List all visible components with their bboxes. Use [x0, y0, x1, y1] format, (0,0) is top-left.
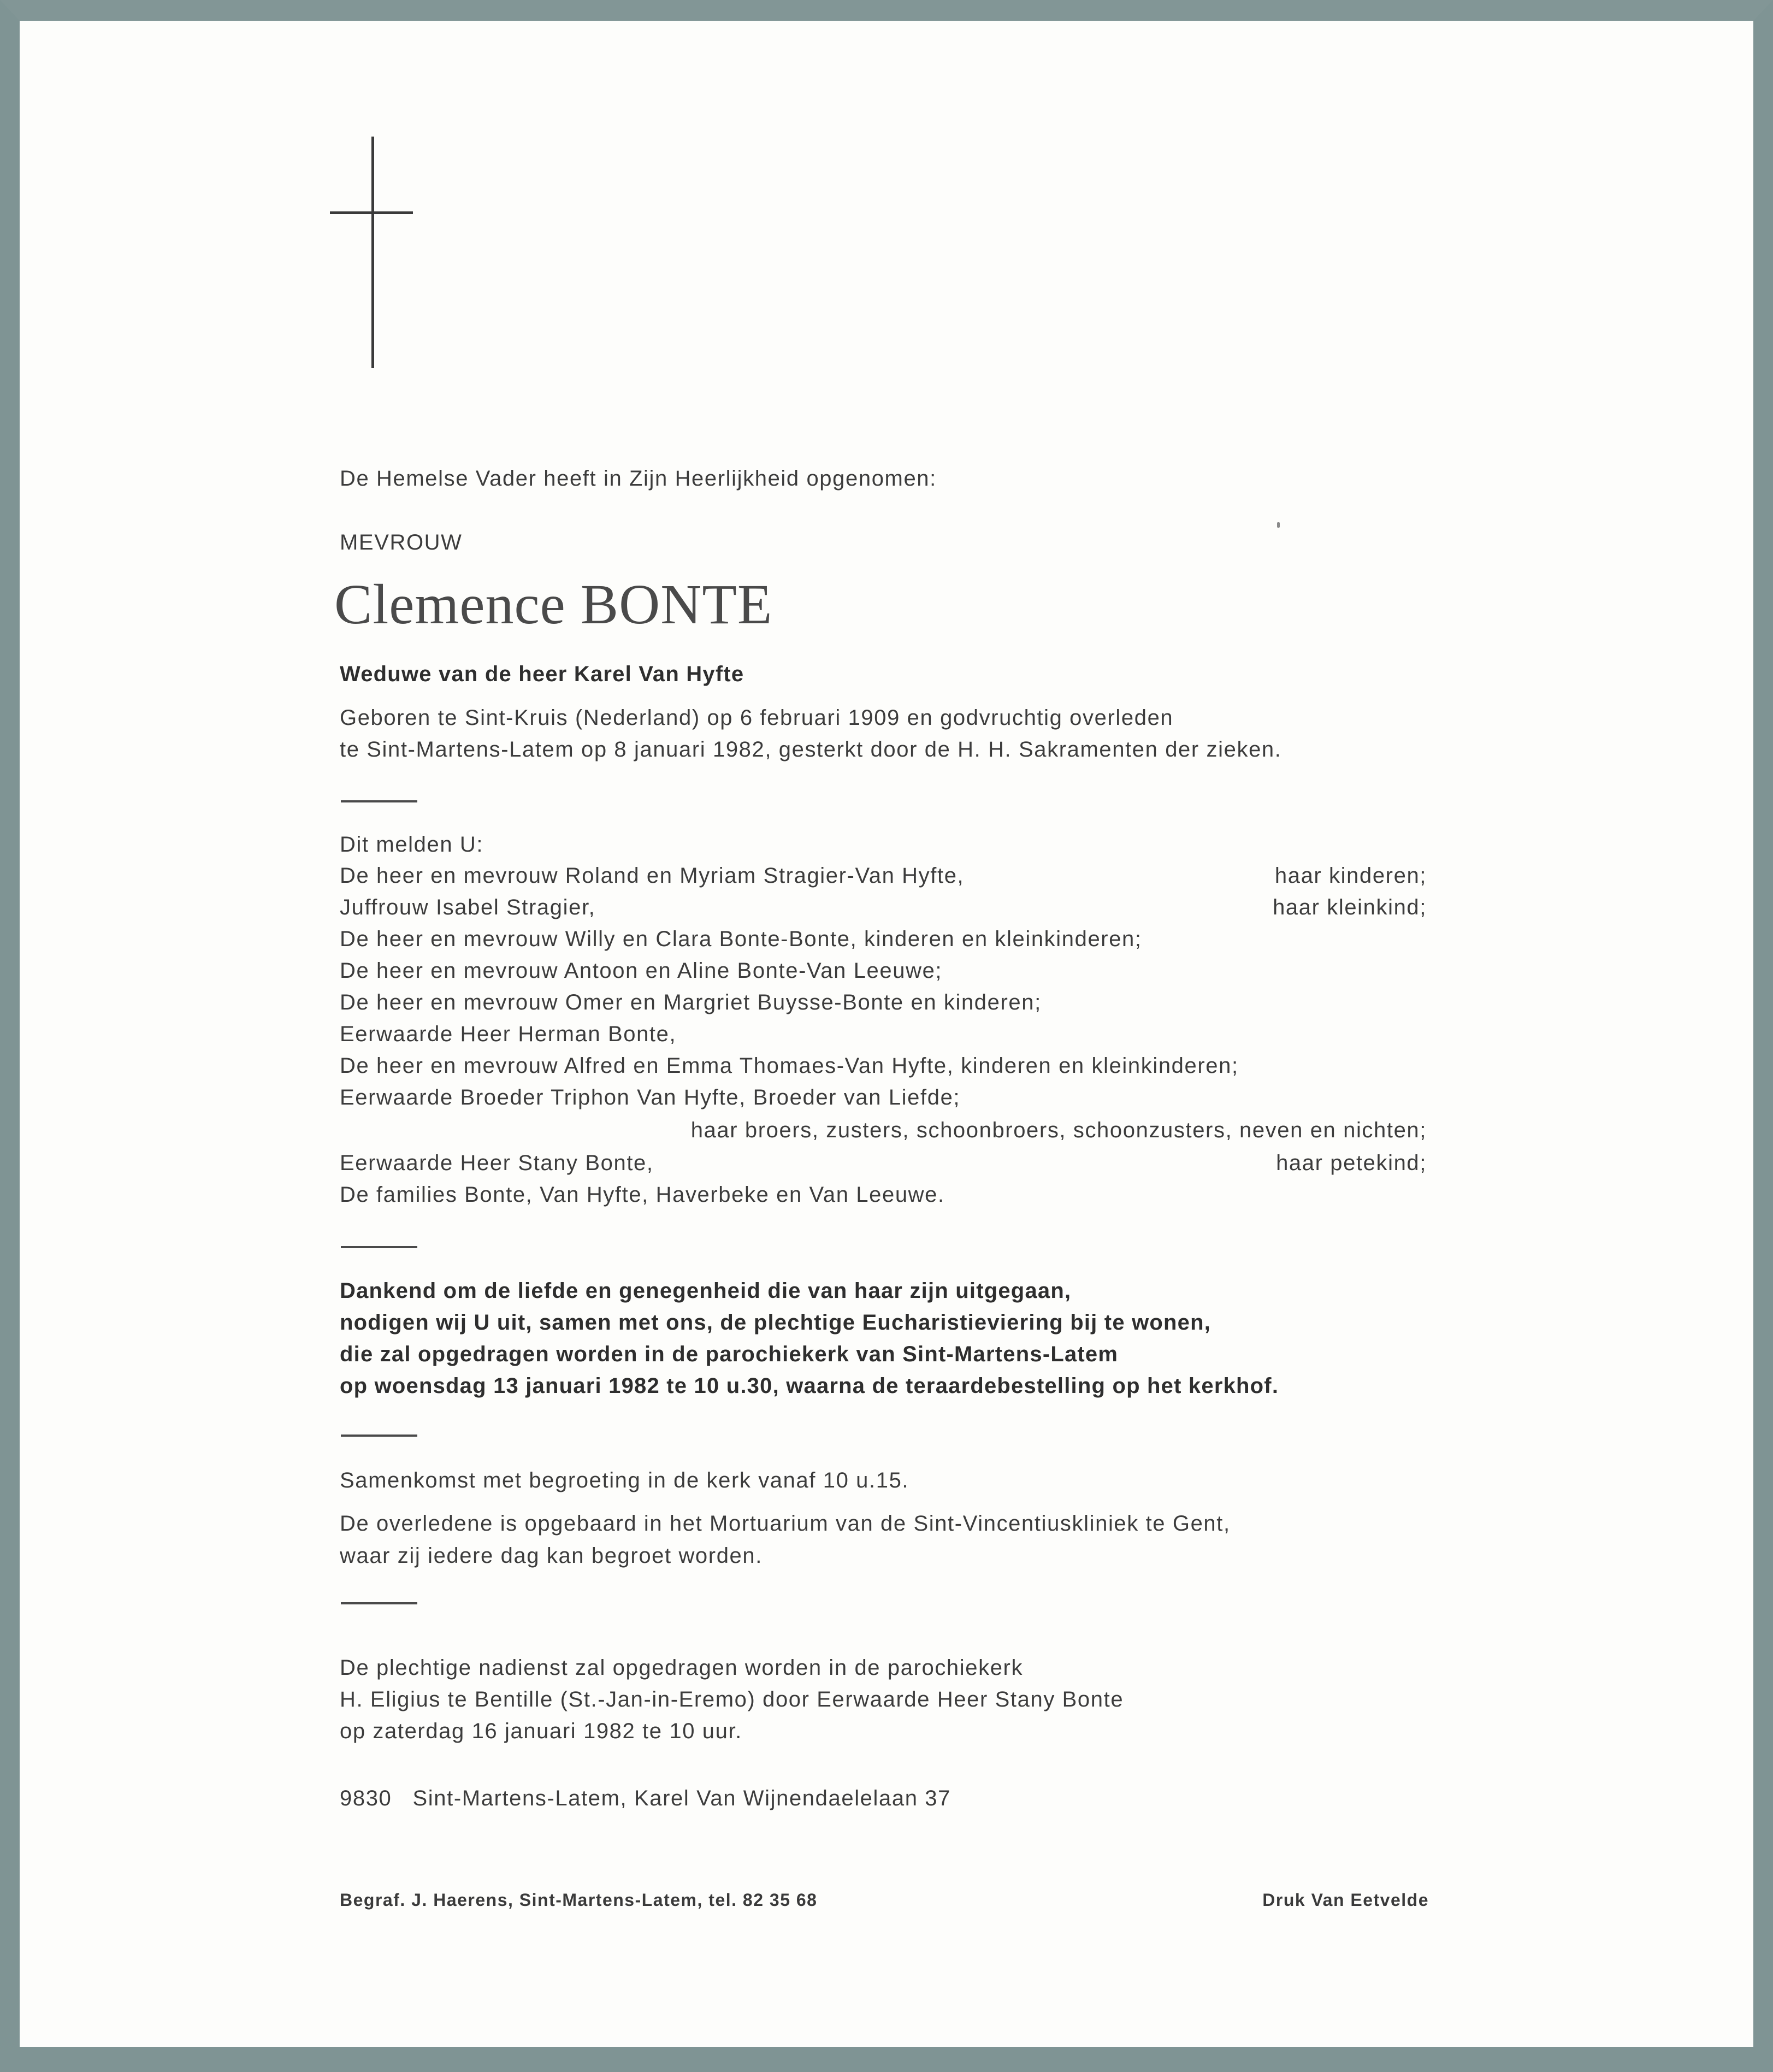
family-line: Eerwaarde Broeder Triphon Van Hyfte, Broeder van Liefde;	[340, 1085, 961, 1109]
birth-line-2: te Sint-Martens-Latem op 8 januari 1982, gesterkt door de H. H. Sakramenten der zieken.	[340, 737, 1282, 761]
service-line: H. Eligius te Bentille (St.-Jan-in-Eremo) door Eerwaarde Heer Stany Bonte	[340, 1687, 1124, 1711]
divider	[341, 1602, 417, 1604]
announce-text: Dit melden U:	[340, 833, 484, 857]
family-relation: haar kinderen;	[1274, 864, 1427, 888]
paper-speck	[1277, 522, 1280, 528]
mortuary-line-1: De overledene is opgebaard in het Mortuarium van de Sint-Vincentiuskliniek te Gent,	[340, 1512, 1231, 1536]
footer-printer: Druk Van Eetvelde	[1262, 1890, 1429, 1910]
service-line: De plechtige nadienst zal opgedragen worden in de parochiekerk	[340, 1656, 1024, 1680]
family-line: De heer en mevrouw Omer en Margriet Buysse-Bonte en kinderen;	[340, 990, 1042, 1014]
honorific: MEVROUW	[340, 530, 463, 554]
invitation-line: op woensdag 13 januari 1982 te 10 u.30, waarna de teraardebestelling op het kerkhof.	[340, 1374, 1279, 1398]
invitation-line: Dankend om de liefde en genegenheid die van haar zijn uitgegaan,	[340, 1279, 1072, 1303]
mortuary-line-2: waar zij iedere dag kan begroet worden.	[340, 1544, 763, 1568]
family-line: De heer en mevrouw Roland en Myriam Stragier-Van Hyfte,	[340, 864, 965, 888]
cross-icon	[371, 137, 374, 368]
footer-undertaker: Begraf. J. Haerens, Sint-Martens-Latem, tel. 82 35 68	[340, 1890, 818, 1910]
birth-line-1: Geboren te Sint-Kruis (Nederland) op 6 februari 1909 en godvruchtig overleden	[340, 706, 1174, 730]
family-line: Eerwaarde Heer Stany Bonte,	[340, 1151, 654, 1175]
deceased-name: Clemence BONTE	[334, 573, 773, 636]
family-relation: haar kleinkind;	[1273, 895, 1427, 919]
address-line: 9830 Sint-Martens-Latem, Karel Van Wijnendaelelaan 37	[340, 1786, 951, 1810]
divider	[341, 1246, 417, 1248]
family-line: De heer en mevrouw Willy en Clara Bonte-Bonte, kinderen en kleinkinderen;	[340, 927, 1142, 951]
divider	[341, 1435, 417, 1437]
invitation-line: nodigen wij U uit, samen met ons, de plechtige Eucharistieviering bij te wonen,	[340, 1311, 1211, 1335]
intro-text: De Hemelse Vader heeft in Zijn Heerlijkheid opgenomen:	[340, 467, 937, 491]
divider	[341, 800, 417, 802]
widow-line: Weduwe van de heer Karel Van Hyfte	[340, 662, 744, 686]
cross-icon-bar	[330, 211, 413, 214]
gathering-text: Samenkomst met begroeting in de kerk vanaf 10 u.15.	[340, 1468, 909, 1492]
service-line: op zaterdag 16 januari 1982 te 10 uur.	[340, 1719, 742, 1743]
family-line: Eerwaarde Heer Herman Bonte,	[340, 1022, 677, 1046]
family-line: De families Bonte, Van Hyfte, Haverbeke en Van Leeuwe.	[340, 1183, 945, 1207]
family-line: De heer en mevrouw Antoon en Aline Bonte-Van Leeuwe;	[340, 959, 943, 983]
family-line: De heer en mevrouw Alfred en Emma Thomaes-Van Hyfte, kinderen en kleinkinderen;	[340, 1054, 1239, 1078]
family-line: Juffrouw Isabel Stragier,	[340, 895, 596, 919]
family-relation: haar broers, zusters, schoonbroers, schoonzusters, neven en nichten;	[690, 1118, 1427, 1142]
family-relation: haar petekind;	[1276, 1151, 1427, 1175]
invitation-line: die zal opgedragen worden in de parochiekerk van Sint-Martens-Latem	[340, 1342, 1119, 1366]
